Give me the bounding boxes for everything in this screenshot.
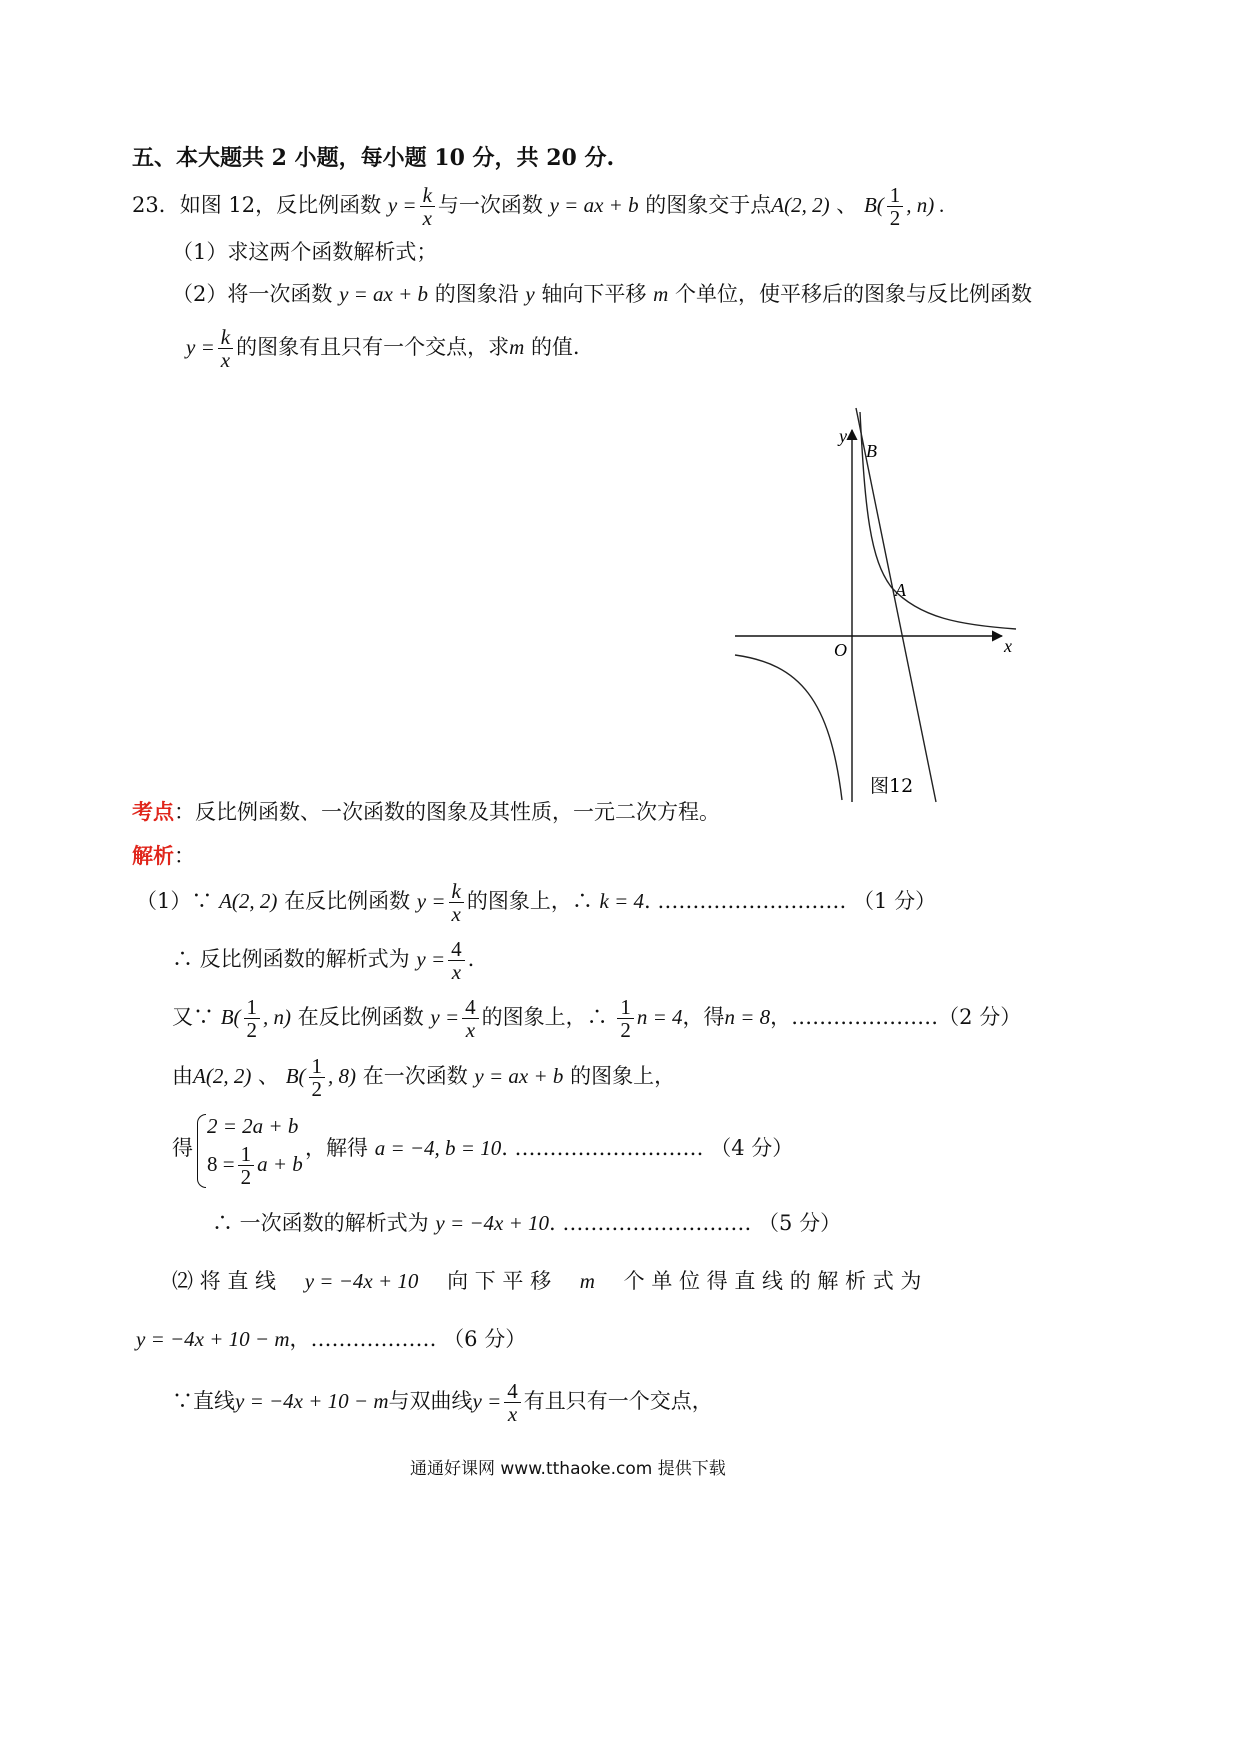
solution-line-2: ∴ 反比例函数的解析式为 y = $\frac{4}{x}$ . [172, 937, 475, 985]
solution-line-7: ⑵ 将 直 线 y = −4x + 10 向 下 平 移 m 个 单 位 得 直 线 的 解 析 式 为 [172, 1269, 922, 1293]
figure-caption: 图12 [870, 775, 914, 797]
solution-line-4: 由A(2, 2) 、 B( $\frac{1}{2}$ , 8) 在一次函数 y = ax + b 的图象上， [172, 1054, 676, 1102]
problem-statement: 23．如图 12，反比例函数 y = $\frac{k}{x}$ 与一次函数 y = ax + b 的图象交于点A(2, 2) 、 B( $\frac{1}{2}$ , n) . [132, 183, 945, 231]
fraction-k-over-x: $\frac{k}{x}$ [420, 184, 435, 229]
solution-line-9: ∵直线y = −4x + 10 − m与双曲线y = $\frac{4}{x}$ 有且只有一个交点， [172, 1379, 713, 1427]
system-equation-1: 2 = 2a + b [207, 1114, 299, 1138]
question-2-continued: y = $\frac{k}{x}$ 的图象有且只有一个交点，求m 的值. [186, 325, 580, 373]
point-a: A(2, 2) [771, 193, 830, 218]
kaodian-line: 考点：反比例函数、一次函数的图象及其性质，一元二次方程。 [132, 799, 720, 824]
origin-label: O [834, 640, 847, 660]
kaodian-label: 考点 [132, 799, 174, 824]
fraction-k-over-x: $\frac{k}{x}$ [449, 880, 464, 925]
question-1: （1）求这两个函数解析式； [172, 240, 438, 264]
point-label-a: A [895, 580, 906, 600]
hyperbola-branch-1 [860, 412, 1016, 629]
fraction-4-over-x: $\frac{4}{x}$ [504, 1380, 521, 1425]
solution-line-6: ∴ 一次函数的解析式为 y = −4x + 10. ……………………… （5 分） [212, 1211, 842, 1235]
fraction-one-half: $\frac{1}{2}$ [887, 184, 904, 229]
solution-line-5: ，解得 a = −4, b = 10. ……………………… （4 分） [305, 1136, 794, 1160]
axis-label-y: y [839, 426, 847, 446]
point-label-b: B [866, 441, 877, 461]
section-title: 五、本大题共 2 小题，每小题 10 分，共 20 分. [132, 145, 615, 171]
fraction-one-half: $\frac{1}{2}$ [244, 996, 261, 1041]
fraction-one-half: $\frac{1}{2}$ [617, 996, 634, 1041]
problem-number: 23． [132, 193, 180, 218]
fraction-4-over-x: $\frac{4}{x}$ [462, 996, 479, 1041]
fraction-k-over-x: $\frac{k}{x}$ [218, 326, 233, 371]
system-brace [197, 1114, 206, 1188]
axis-label-x: x [1004, 636, 1012, 656]
solution-line-1: （1）∵ A(2, 2) 在反比例函数 y = $\frac{k}{x}$ 的图象上，∴ k = 4. ……………………… （1 分） [136, 879, 937, 927]
page-footer: 通通好课网 www.tthaoke.com 提供下载 [410, 1459, 726, 1479]
system-equation-2: 8 = $\frac{1}{2}$ a + b [207, 1142, 303, 1190]
solution-line-3: 又∵ B( $\frac{1}{2}$ , n) 在反比例函数 y = $\frac{4}{x}$ 的图象上，∴ $\frac{1}{2}$ n = 4，得n = 8，…………………（2 分） [172, 995, 1022, 1043]
fraction-one-half: $\frac{1}{2}$ [238, 1143, 255, 1188]
de-label: 得 [172, 1136, 193, 1160]
question-2: （2）将一次函数 y = ax + b 的图象沿 y 轴向下平移 m 个单位，使平移后的图象与反比例函数 [172, 282, 1032, 306]
fraction-one-half: $\frac{1}{2}$ [309, 1055, 326, 1100]
linear-function-line [856, 408, 936, 802]
jiexi-line: 解析： [132, 843, 195, 868]
hyperbola-branch-2 [735, 655, 842, 800]
jiexi-label: 解析 [132, 843, 174, 868]
fraction-4-over-x: $\frac{4}{x}$ [448, 938, 465, 983]
solution-line-8: y = −4x + 10 − m，……………… （6 分） [136, 1327, 527, 1351]
figure-12 [730, 400, 1030, 810]
